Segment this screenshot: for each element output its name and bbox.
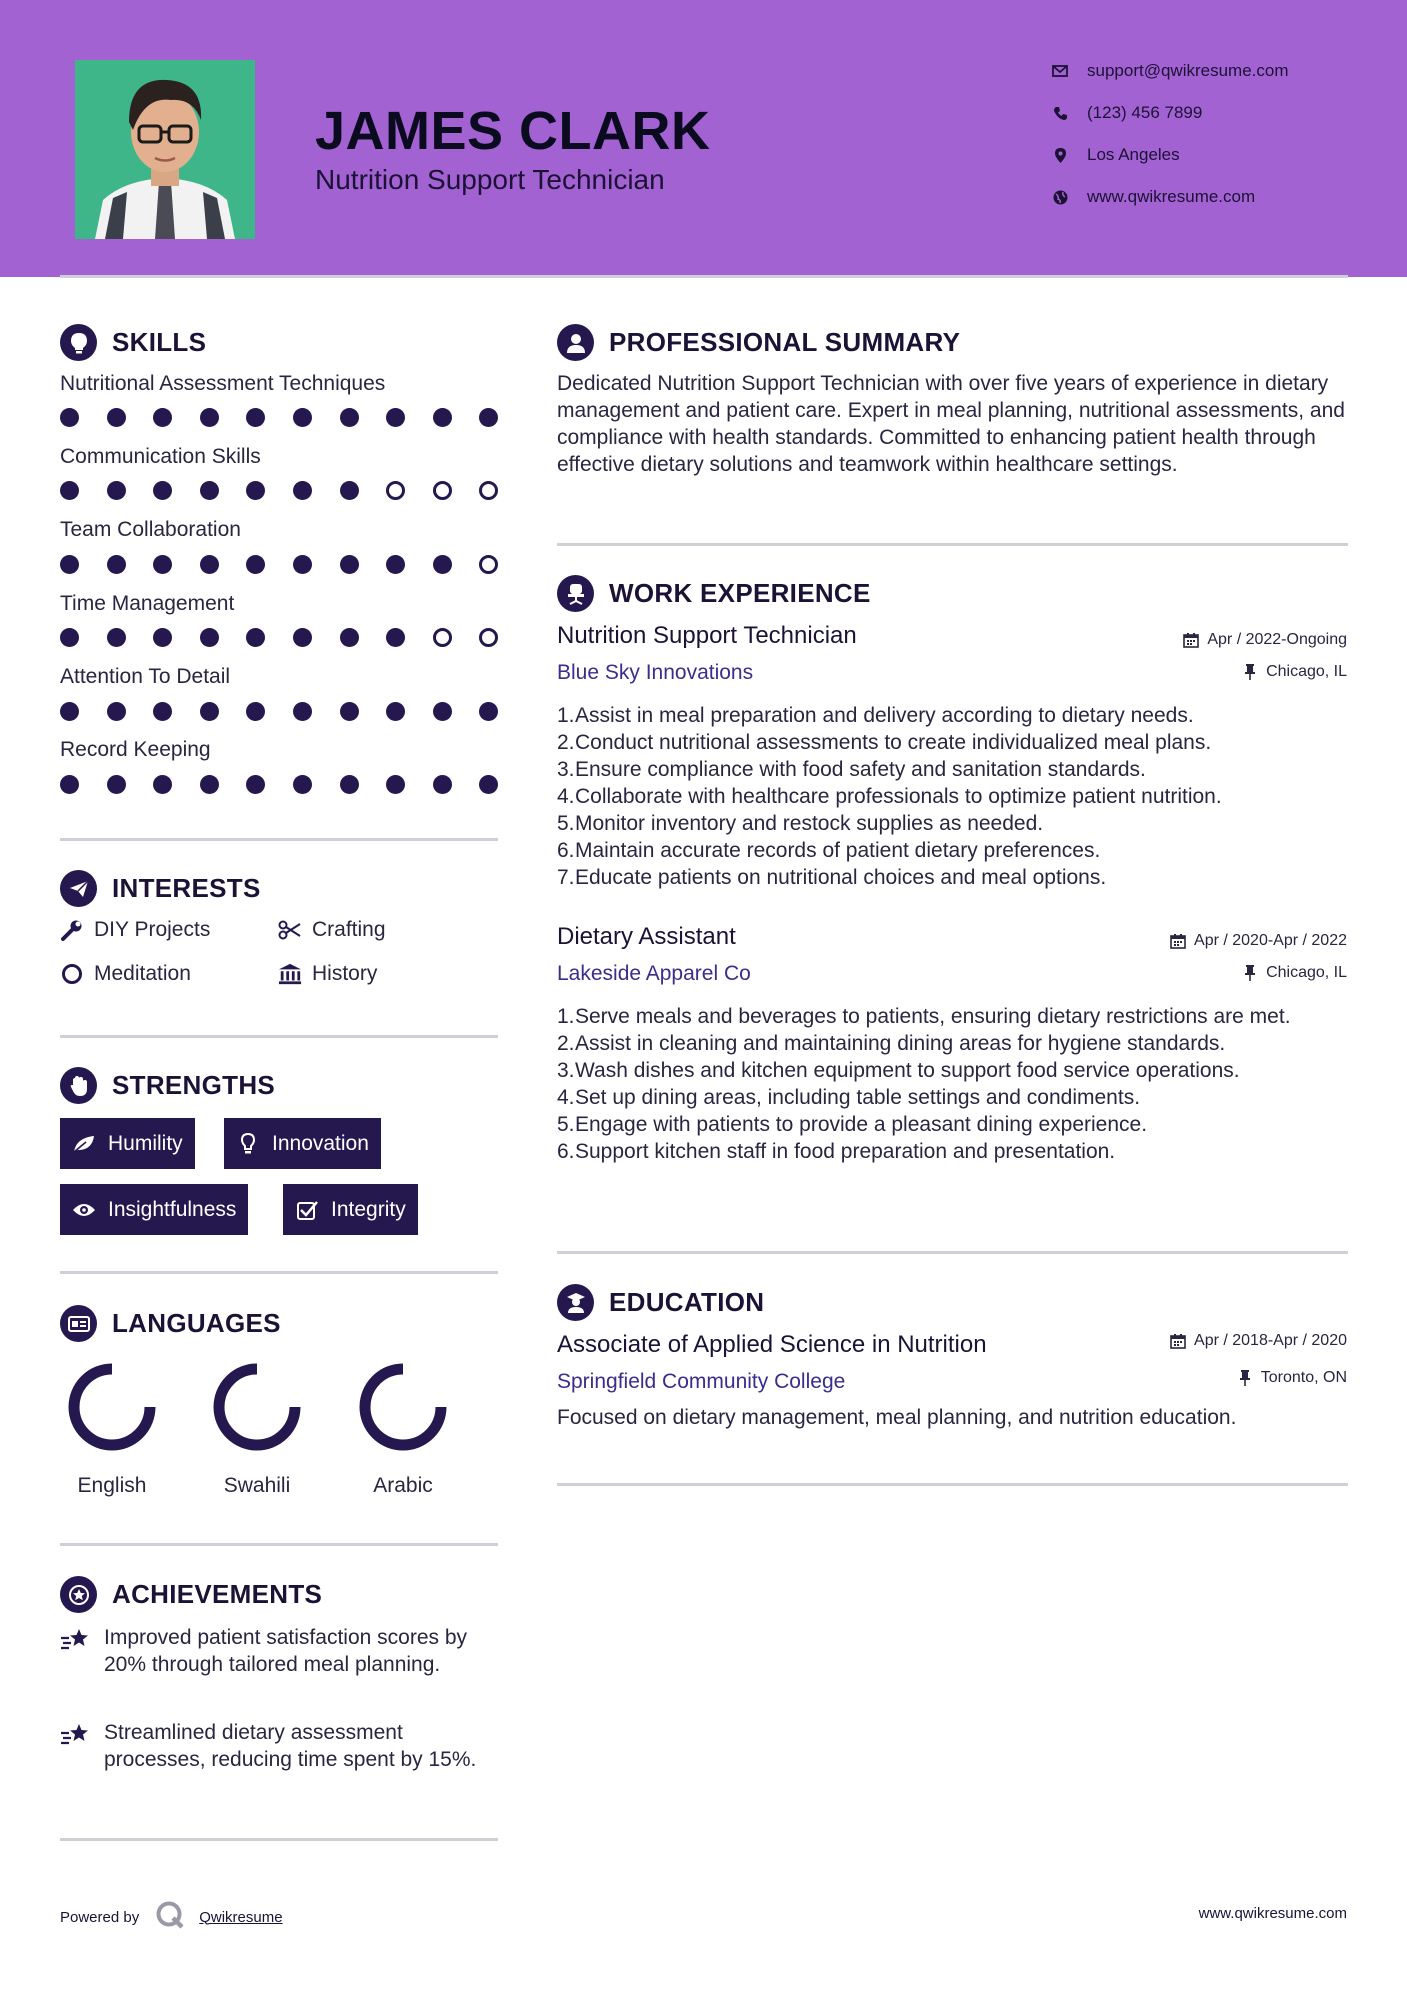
responsibility-item	[557, 864, 1357, 891]
strengths-section-title: STRENGTHS	[60, 1067, 275, 1104]
skill-dot-filled	[246, 775, 265, 794]
skill-label: Communication Skills	[60, 445, 261, 468]
skill-dot-filled	[246, 481, 265, 500]
language-label: Arabic	[373, 1474, 433, 1497]
leaf-icon	[72, 1132, 96, 1156]
skill-dot-filled	[340, 481, 359, 500]
responsibility-item	[557, 1057, 1357, 1084]
responsibility-number: 2.	[557, 1032, 575, 1055]
education-description: Focused on dietary management, meal planning, and nutrition education.	[557, 1406, 1237, 1429]
map-marker-icon	[1050, 145, 1070, 165]
skill-dot-empty	[479, 628, 498, 647]
skill-dot-empty	[433, 628, 452, 647]
responsibility-number: 4.	[557, 785, 575, 808]
skill-dot-filled	[107, 408, 126, 427]
skill-dot-filled	[60, 702, 79, 721]
skill-dot-filled	[293, 702, 312, 721]
skills-section-title: SKILLS	[60, 324, 206, 361]
skill-dot-filled	[153, 702, 172, 721]
lightbulb-icon	[60, 324, 97, 361]
responsibility-text: Monitor inventory and restock supplies as needed.	[575, 812, 1044, 835]
responsibility-number: 6.	[557, 1140, 575, 1163]
skill-rating	[60, 408, 500, 428]
section-divider	[60, 1271, 498, 1274]
office-chair-icon	[557, 575, 594, 612]
skill-dot-filled	[340, 775, 359, 794]
pushpin-icon	[1236, 1369, 1254, 1387]
eye-icon	[72, 1198, 96, 1222]
interest-item: Crafting	[278, 918, 386, 942]
education-location: Toronto, ON	[1236, 1369, 1347, 1387]
profile-photo	[75, 60, 255, 239]
contact-phone[interactable]	[1050, 98, 1380, 128]
section-divider	[60, 838, 498, 841]
responsibility-text: Collaborate with healthcare professionals to optimize patient nutrition.	[575, 785, 1222, 808]
calendar-icon	[1182, 631, 1200, 649]
language-level-arc	[365, 1369, 441, 1445]
powered-by-text: Powered by	[60, 1908, 140, 1926]
lightbulb-icon	[236, 1132, 260, 1156]
job-dates: Apr / 2022-Ongoing	[1182, 631, 1347, 649]
skill-dot-filled	[153, 628, 172, 647]
section-divider	[557, 1483, 1348, 1486]
job-location: Chicago, IL	[1241, 964, 1347, 982]
bank-icon	[278, 962, 302, 986]
strength-tag: Integrity	[283, 1184, 418, 1235]
responsibility-text: Educate patients on nutritional choices and meal options.	[575, 866, 1107, 889]
responsibility-item	[557, 837, 1357, 864]
skill-rating	[60, 775, 500, 795]
pushpin-icon	[1241, 663, 1259, 681]
contact-location	[1050, 140, 1380, 170]
skill-dot-filled	[479, 775, 498, 794]
skill-dot-filled	[153, 775, 172, 794]
strength-tag: Humility	[60, 1118, 195, 1169]
skill-rating	[60, 702, 500, 722]
interest-item: DIY Projects	[60, 918, 210, 942]
achievement-item	[60, 1624, 500, 1678]
circle-icon	[60, 962, 84, 986]
qwikresume-link[interactable]: Qwikresume	[199, 1908, 283, 1926]
section-divider	[60, 1035, 498, 1038]
skill-label: Attention To Detail	[60, 665, 231, 688]
skill-label: Nutritional Assessment Techniques	[60, 372, 386, 395]
experience-section-title: WORK EXPERIENCE	[557, 575, 871, 612]
contact-location-text: Los Angeles	[1087, 145, 1180, 164]
check-square-icon	[295, 1198, 319, 1222]
skill-dot-filled	[200, 555, 219, 574]
responsibility-item	[557, 1138, 1357, 1165]
contact-email-text: support@qwikresume.com	[1087, 61, 1289, 80]
job-location: Chicago, IL	[1241, 663, 1347, 681]
job-company: Blue Sky Innovations	[557, 661, 754, 684]
skill-rating	[60, 555, 500, 575]
interest-item: History	[278, 962, 377, 986]
skill-dot-filled	[200, 702, 219, 721]
skill-dot-empty	[479, 481, 498, 500]
footer-website[interactable]: www.qwikresume.com	[1198, 1905, 1347, 1922]
globe-icon	[1050, 187, 1070, 207]
language-gauge	[65, 1360, 159, 1454]
skill-dot-filled	[386, 702, 405, 721]
skill-dot-filled	[153, 555, 172, 574]
achievement-text: Improved patient satisfaction scores by 20% through tailored meal planning.	[104, 1626, 468, 1676]
skill-dot-filled	[107, 555, 126, 574]
section-divider	[557, 1251, 1348, 1254]
responsibility-item	[557, 756, 1357, 783]
skill-dot-filled	[246, 628, 265, 647]
skill-dot-filled	[433, 408, 452, 427]
star-badge-icon	[60, 1576, 97, 1613]
interest-item: Meditation	[60, 962, 191, 986]
graduate-icon	[557, 1284, 594, 1321]
responsibility-item	[557, 1084, 1357, 1111]
education-degree: Associate of Applied Science in Nutrition	[557, 1331, 987, 1358]
language-item	[202, 1360, 312, 1498]
achievement-text: Streamlined dietary assessment processes, reducing time spent by 15%.	[104, 1721, 477, 1771]
section-divider	[60, 1838, 498, 1841]
language-level-arc	[74, 1369, 150, 1445]
skill-dot-filled	[107, 775, 126, 794]
job-dates: Apr / 2020-Apr / 2022	[1169, 932, 1347, 950]
user-icon	[557, 324, 594, 361]
skill-dot-filled	[107, 628, 126, 647]
languages-section-title: LANGUAGES	[60, 1305, 281, 1342]
skill-dot-filled	[107, 481, 126, 500]
skill-dot-filled	[433, 702, 452, 721]
interests-section-title: INTERESTS	[60, 870, 261, 907]
skill-dot-filled	[340, 408, 359, 427]
responsibility-number: 1.	[557, 704, 575, 727]
job-title: Nutrition Support Technician	[557, 622, 857, 649]
skill-dot-empty	[386, 481, 405, 500]
contact-phone-text: (123) 456 7899	[1087, 103, 1203, 122]
skill-dot-filled	[200, 775, 219, 794]
shooting-star-icon	[60, 1626, 92, 1654]
calendar-icon	[1169, 1332, 1187, 1350]
skill-dot-filled	[293, 481, 312, 500]
skill-dot-filled	[433, 775, 452, 794]
responsibility-number: 4.	[557, 1086, 575, 1109]
scissors-icon	[278, 918, 302, 942]
language-level-arc	[219, 1369, 295, 1445]
skill-label: Record Keeping	[60, 738, 211, 761]
wrench-icon	[60, 918, 84, 942]
skill-dot-filled	[293, 628, 312, 647]
responsibility-text: Ensure compliance with food safety and sanitation standards.	[575, 758, 1146, 781]
candidate-role: Nutrition Support Technician	[315, 164, 665, 195]
skill-dot-filled	[246, 702, 265, 721]
skill-dot-filled	[60, 555, 79, 574]
footer-powered-by	[60, 1900, 283, 1934]
responsibility-item	[557, 783, 1357, 810]
responsibility-number: 6.	[557, 839, 575, 862]
skill-dot-filled	[60, 628, 79, 647]
education-dates: Apr / 2018-Apr / 2020	[1169, 1332, 1347, 1350]
responsibility-text: Wash dishes and kitchen equipment to support food service operations.	[575, 1059, 1240, 1082]
skill-dot-filled	[200, 481, 219, 500]
language-card-icon	[60, 1305, 97, 1342]
skill-dot-filled	[153, 408, 172, 427]
skill-dot-filled	[293, 775, 312, 794]
language-item	[57, 1360, 167, 1498]
skill-label: Time Management	[60, 592, 235, 615]
summary-section-title: PROFESSIONAL SUMMARY	[557, 324, 960, 361]
paper-plane-icon	[60, 870, 97, 907]
job-title: Dietary Assistant	[557, 923, 736, 950]
skill-dot-filled	[153, 481, 172, 500]
resume-header	[0, 0, 1407, 277]
responsibility-number: 5.	[557, 1113, 575, 1136]
responsibility-text: Assist in cleaning and maintaining dining areas for hygiene standards.	[575, 1032, 1226, 1055]
skill-dot-filled	[433, 555, 452, 574]
job-responsibilities	[557, 702, 1357, 891]
skill-dot-empty	[479, 555, 498, 574]
qwikresume-logo-icon	[155, 1900, 185, 1934]
skill-dot-filled	[200, 408, 219, 427]
responsibility-text: Maintain accurate records of patient dietary preferences.	[575, 839, 1101, 862]
language-gauge	[356, 1360, 450, 1454]
job-responsibilities	[557, 1003, 1357, 1165]
summary-text: Dedicated Nutrition Support Technician with over five years of experience in dietary management and patient care. Expert in meal planning, nutritional assessments, and compliance with health standards. Committed to enhancing patient health through effective dietary solutions and teamwork within healthcare settings.	[557, 372, 1345, 476]
responsibility-text: Assist in meal preparation and delivery according to dietary needs.	[575, 704, 1194, 727]
language-gauge	[210, 1360, 304, 1454]
envelope-icon	[1050, 61, 1070, 81]
responsibility-text: Conduct nutritional assessments to create individualized meal plans.	[575, 731, 1212, 754]
responsibility-text: Engage with patients to provide a pleasant dining experience.	[575, 1113, 1148, 1136]
skill-dot-filled	[386, 775, 405, 794]
skill-dot-filled	[386, 408, 405, 427]
language-item	[348, 1360, 458, 1498]
candidate-name: JAMES CLARK	[315, 101, 711, 161]
responsibility-text: Serve meals and beverages to patients, ensuring dietary restrictions are met.	[575, 1005, 1291, 1028]
responsibility-number: 7.	[557, 866, 575, 889]
responsibility-item	[557, 1003, 1357, 1030]
contact-website[interactable]	[1050, 182, 1380, 212]
skill-dot-filled	[60, 481, 79, 500]
skill-dot-filled	[340, 555, 359, 574]
hand-icon	[60, 1067, 97, 1104]
pushpin-icon	[1241, 964, 1259, 982]
strength-tag: Insightfulness	[60, 1184, 248, 1235]
responsibility-item	[557, 702, 1357, 729]
contact-website-text: www.qwikresume.com	[1087, 187, 1256, 206]
skill-label: Team Collaboration	[60, 518, 241, 541]
skill-dot-filled	[386, 555, 405, 574]
responsibility-number: 1.	[557, 1005, 575, 1028]
calendar-icon	[1169, 932, 1187, 950]
achievements-section-title: ACHIEVEMENTS	[60, 1576, 322, 1613]
responsibility-item	[557, 1111, 1357, 1138]
skill-dot-filled	[293, 408, 312, 427]
responsibility-number: 5.	[557, 812, 575, 835]
responsibility-text: Support kitchen staff in food preparation and presentation.	[575, 1140, 1116, 1163]
skill-dot-filled	[293, 555, 312, 574]
section-divider	[60, 1543, 498, 1546]
language-label: English	[77, 1474, 147, 1497]
job-company: Lakeside Apparel Co	[557, 962, 751, 985]
skill-dot-filled	[479, 408, 498, 427]
responsibility-item	[557, 729, 1357, 756]
strength-tag: Innovation	[224, 1118, 381, 1169]
section-divider	[557, 543, 1348, 546]
skill-rating	[60, 481, 500, 501]
skill-dot-filled	[60, 775, 79, 794]
skill-dot-filled	[246, 555, 265, 574]
responsibility-number: 2.	[557, 731, 575, 754]
skill-dot-filled	[200, 628, 219, 647]
achievement-item	[60, 1719, 500, 1773]
skill-dot-filled	[340, 628, 359, 647]
skill-dot-filled	[107, 702, 126, 721]
responsibility-number: 3.	[557, 1059, 575, 1082]
skill-dot-filled	[340, 702, 359, 721]
responsibility-item	[557, 810, 1357, 837]
header-divider	[60, 275, 1348, 278]
language-label: Swahili	[223, 1474, 291, 1497]
skill-rating	[60, 628, 500, 648]
responsibility-text: Set up dining areas, including table settings and condiments.	[575, 1086, 1141, 1109]
education-school: Springfield Community College	[557, 1370, 846, 1393]
skill-dot-filled	[479, 702, 498, 721]
responsibility-number: 3.	[557, 758, 575, 781]
contact-email[interactable]	[1050, 56, 1380, 86]
education-section-title: EDUCATION	[557, 1284, 764, 1321]
phone-icon	[1050, 103, 1070, 123]
skill-dot-empty	[433, 481, 452, 500]
skill-dot-filled	[386, 628, 405, 647]
skill-dot-filled	[246, 408, 265, 427]
shooting-star-icon	[60, 1721, 92, 1749]
responsibility-item	[557, 1030, 1357, 1057]
skill-dot-filled	[60, 408, 79, 427]
